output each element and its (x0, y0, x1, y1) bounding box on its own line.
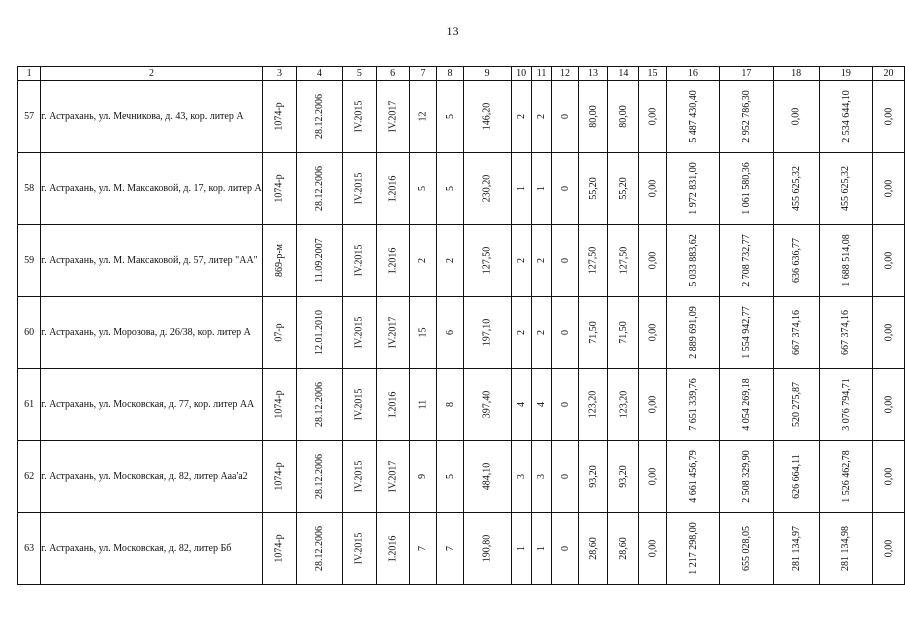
cell-value: 7 (444, 546, 456, 551)
cell-value: 127,50 (481, 246, 493, 275)
table-cell (342, 81, 376, 153)
cell-value: IV.2015 (353, 316, 365, 349)
table-cell (608, 297, 639, 369)
cell-value: 0 (559, 546, 571, 551)
column-header: 1 (18, 67, 41, 81)
cell-value: 1074-р (273, 102, 285, 131)
cell-value: 0,00 (790, 107, 802, 126)
table-cell (578, 513, 608, 585)
column-header: 20 (873, 67, 905, 81)
cell-value: 667 374,16 (840, 310, 852, 355)
cell-value: 1 972 831,00 (687, 162, 699, 215)
table-cell (666, 297, 720, 369)
cell-value: 484,10 (481, 462, 493, 491)
cell-value: 15 (417, 327, 429, 338)
cell-value: 80,00 (587, 105, 599, 128)
column-header: 15 (639, 67, 666, 81)
cell-value: 0 (559, 474, 571, 479)
table-cell (409, 441, 437, 513)
table-cell (463, 81, 511, 153)
cell-value: 0,00 (647, 467, 658, 486)
column-header: 3 (262, 67, 296, 81)
table-cell (511, 297, 531, 369)
cell-value: 07-р (273, 323, 285, 342)
cell-value: 1 217 298,00 (687, 522, 699, 575)
cell-value: 80,00 (617, 105, 629, 128)
table-cell (531, 153, 552, 225)
table-cell (437, 81, 463, 153)
table-cell (437, 369, 463, 441)
table-cell (666, 369, 720, 441)
cell-value: 0,00 (647, 539, 658, 558)
table-cell (409, 153, 437, 225)
table-row (18, 297, 905, 369)
table-cell (578, 225, 608, 297)
table-cell (578, 153, 608, 225)
cell-value: 455 625,32 (790, 166, 802, 211)
cell-value: 655 028,05 (740, 526, 752, 571)
cell-value: 7 (417, 546, 429, 551)
column-header: 4 (296, 67, 342, 81)
column-header: 9 (463, 67, 511, 81)
table-cell (511, 153, 531, 225)
column-header: 14 (608, 67, 639, 81)
cell-value: 0,00 (883, 251, 895, 270)
cell-value: 123,20 (587, 390, 599, 419)
table-cell (873, 513, 905, 585)
address-cell: г. Астрахань, ул. М. Максаковой, д. 17, кор. литер А (41, 153, 263, 225)
cell-value: 93,20 (617, 465, 629, 488)
table-cell (296, 225, 342, 297)
cell-value: 2 (444, 258, 456, 263)
table-cell (819, 81, 873, 153)
table-cell (578, 441, 608, 513)
cell-value: 1 (515, 186, 527, 191)
address-cell: г. Астрахань, ул. Московская, д. 82, литер Бб (41, 513, 263, 585)
cell-value: 4 (536, 402, 548, 407)
column-header: 7 (409, 67, 437, 81)
cell-value: 2 (515, 258, 527, 263)
table-cell (773, 81, 819, 153)
column-header: 18 (773, 67, 819, 81)
cell-value: 2 708 732,77 (740, 234, 752, 287)
table-cell (639, 441, 666, 513)
cell-value: 0,00 (647, 395, 658, 414)
cell-value: 3 (515, 474, 527, 479)
column-header: 6 (376, 67, 409, 81)
cell-value: 1 (536, 186, 548, 191)
table-cell (531, 513, 552, 585)
cell-value: 0,00 (883, 395, 895, 414)
row-number: 61 (18, 369, 41, 441)
cell-value: 28,60 (587, 537, 599, 560)
table-cell (639, 153, 666, 225)
cell-value: 0 (559, 330, 571, 335)
cell-value: 197,10 (481, 318, 493, 347)
cell-value: IV.2015 (353, 388, 365, 421)
table-cell (819, 297, 873, 369)
table-cell (773, 369, 819, 441)
table-cell (262, 441, 296, 513)
table-cell (873, 81, 905, 153)
table-row (18, 441, 905, 513)
cell-value: 1 554 942,77 (740, 306, 752, 359)
cell-value: 28.12.2006 (313, 94, 325, 139)
row-number: 59 (18, 225, 41, 297)
table-row (18, 225, 905, 297)
table-cell (531, 441, 552, 513)
cell-value: 1074-р (273, 390, 285, 419)
cell-value: 11.09.2007 (313, 238, 325, 283)
column-header: 17 (720, 67, 774, 81)
table-cell (463, 369, 511, 441)
table-cell (639, 81, 666, 153)
table-cell (552, 441, 578, 513)
cell-value: IV.2015 (353, 532, 365, 565)
cell-value: 4 054 269,18 (740, 378, 752, 431)
cell-value: 455 625,32 (840, 166, 852, 211)
row-number: 62 (18, 441, 41, 513)
cell-value: 3 (536, 474, 548, 479)
cell-value: IV.2015 (353, 244, 365, 277)
table-cell (552, 513, 578, 585)
table-cell (342, 297, 376, 369)
table-cell (376, 513, 409, 585)
header-row (18, 67, 905, 81)
cell-value: 520 275,87 (790, 382, 802, 427)
table-cell (873, 441, 905, 513)
cell-value: 12.01.2010 (313, 310, 325, 355)
table-row (18, 513, 905, 585)
table-cell (511, 369, 531, 441)
table-cell (773, 225, 819, 297)
table-row (18, 153, 905, 225)
cell-value: 146,20 (481, 102, 493, 131)
table-cell (608, 153, 639, 225)
table-cell (720, 369, 774, 441)
cell-value: 2 (536, 114, 548, 119)
cell-value: 0,00 (883, 539, 895, 558)
table-cell (666, 153, 720, 225)
table-cell (531, 369, 552, 441)
column-header: 19 (819, 67, 873, 81)
cell-value: 28.12.2006 (313, 166, 325, 211)
table-cell (639, 297, 666, 369)
table-cell (296, 81, 342, 153)
cell-value: 4 661 456,79 (687, 450, 699, 503)
table-cell (296, 513, 342, 585)
table-cell (376, 225, 409, 297)
cell-value: 93,20 (587, 465, 599, 488)
address-cell: г. Астрахань, ул. Морозова, д. 26/38, кор. литер А (41, 297, 263, 369)
row-number: 58 (18, 153, 41, 225)
table-cell (463, 225, 511, 297)
table-cell (262, 153, 296, 225)
cell-value: 5 033 883,62 (687, 234, 699, 287)
cell-value: 0,00 (647, 107, 658, 126)
page-number: 13 (446, 24, 459, 38)
cell-value: 230,20 (481, 174, 493, 203)
table-cell (873, 297, 905, 369)
column-header: 8 (437, 67, 463, 81)
cell-value: 626 664,11 (790, 454, 802, 499)
table-cell (463, 513, 511, 585)
table-cell (511, 225, 531, 297)
table-cell (437, 225, 463, 297)
table-cell (720, 81, 774, 153)
cell-value: 28.12.2006 (313, 526, 325, 571)
cell-value: I.2016 (387, 535, 399, 562)
cell-value: 4 (515, 402, 527, 407)
table-cell (511, 81, 531, 153)
table-cell (262, 81, 296, 153)
table-cell (342, 441, 376, 513)
cell-value: 8 (444, 402, 456, 407)
column-header: 12 (552, 67, 578, 81)
table-cell (262, 513, 296, 585)
table-cell (819, 441, 873, 513)
column-header: 5 (342, 67, 376, 81)
table-cell (463, 153, 511, 225)
cell-value: 5 (417, 186, 429, 191)
table-cell (262, 225, 296, 297)
table-cell (409, 225, 437, 297)
cell-value: 0,00 (883, 323, 895, 342)
cell-value: I.2016 (387, 391, 399, 418)
cell-value: IV.2017 (387, 100, 399, 133)
table-cell (463, 297, 511, 369)
cell-value: I.2016 (387, 247, 399, 274)
cell-value: 5 (444, 186, 456, 191)
table-cell (639, 513, 666, 585)
table-cell (578, 297, 608, 369)
table-cell (873, 369, 905, 441)
table-cell (666, 225, 720, 297)
row-number: 57 (18, 81, 41, 153)
cell-value: 5 (444, 474, 456, 479)
cell-value: 2 (536, 330, 548, 335)
table-cell (342, 225, 376, 297)
table-cell (666, 513, 720, 585)
cell-value: 2 534 644,10 (840, 90, 852, 143)
cell-value: 1 526 462,78 (840, 450, 852, 503)
cell-value: 2 (515, 114, 527, 119)
table-cell (437, 441, 463, 513)
cell-value: 2 (515, 330, 527, 335)
cell-value: 2 952 786,30 (740, 90, 752, 143)
cell-value: 1 688 514,08 (840, 234, 852, 287)
cell-value: 1 (536, 546, 548, 551)
table-cell (409, 513, 437, 585)
table-cell (296, 369, 342, 441)
cell-value: 5 (444, 114, 456, 119)
table-cell (296, 153, 342, 225)
table-cell (511, 441, 531, 513)
table-cell (552, 297, 578, 369)
cell-value: IV.2017 (387, 316, 399, 349)
data-table (17, 66, 905, 585)
table-cell (409, 297, 437, 369)
table-cell (578, 81, 608, 153)
table-cell (376, 81, 409, 153)
table-cell (773, 441, 819, 513)
cell-value: 55,20 (587, 177, 599, 200)
table-cell (819, 225, 873, 297)
column-header: 11 (531, 67, 552, 81)
cell-value: 0 (559, 258, 571, 263)
cell-value: 11 (417, 399, 429, 410)
cell-value: 0,00 (647, 179, 658, 198)
cell-value: IV.2017 (387, 460, 399, 493)
cell-value: 71,50 (617, 321, 629, 344)
table-cell (639, 225, 666, 297)
cell-value: 55,20 (617, 177, 629, 200)
cell-value: 28.12.2006 (313, 454, 325, 499)
cell-value: 636 636,77 (790, 238, 802, 283)
table-cell (819, 513, 873, 585)
address-cell: г. Астрахань, ул. Московская, д. 82, литер Ааа'а2 (41, 441, 263, 513)
cell-value: 2 (417, 258, 429, 263)
table-cell (376, 153, 409, 225)
row-number: 63 (18, 513, 41, 585)
cell-value: 397,40 (481, 390, 493, 419)
cell-value: 1074-р (273, 534, 285, 563)
cell-value: 0 (559, 114, 571, 119)
table-cell (773, 513, 819, 585)
table-cell (720, 225, 774, 297)
table-cell (608, 441, 639, 513)
table-cell (608, 81, 639, 153)
table-cell (511, 513, 531, 585)
table-cell (342, 153, 376, 225)
table-cell (608, 225, 639, 297)
table-cell (552, 369, 578, 441)
table-cell (552, 81, 578, 153)
table-cell (720, 297, 774, 369)
table-cell (608, 369, 639, 441)
cell-value: 6 (444, 330, 456, 335)
table-cell (819, 153, 873, 225)
table-cell (296, 441, 342, 513)
cell-value: 1 061 580,36 (740, 162, 752, 215)
cell-value: 28,60 (617, 537, 629, 560)
cell-value: 71,50 (587, 321, 599, 344)
table-cell (873, 153, 905, 225)
cell-value: IV.2015 (353, 172, 365, 205)
table-cell (376, 297, 409, 369)
cell-value: 127,50 (617, 246, 629, 275)
table-cell (437, 153, 463, 225)
table-row (18, 369, 905, 441)
table-cell (531, 225, 552, 297)
table-cell (296, 297, 342, 369)
cell-value: 2 (536, 258, 548, 263)
table-cell (720, 441, 774, 513)
cell-value: 0,00 (647, 251, 658, 270)
table-cell (409, 369, 437, 441)
cell-value: IV.2015 (353, 460, 365, 493)
table-cell (262, 369, 296, 441)
cell-value: 3 076 794,71 (840, 378, 852, 431)
cell-value: 127,50 (587, 246, 599, 275)
table-row (18, 81, 905, 153)
cell-value: 0,00 (647, 323, 658, 342)
table-cell (552, 225, 578, 297)
cell-value: IV.2015 (353, 100, 365, 133)
cell-value: 123,20 (617, 390, 629, 419)
table-cell (342, 369, 376, 441)
cell-value: 0 (559, 186, 571, 191)
cell-value: 2 508 329,90 (740, 450, 752, 503)
table-cell (873, 225, 905, 297)
cell-value: 0,00 (883, 179, 895, 198)
cell-value: 28.12.2006 (313, 382, 325, 427)
table-cell (666, 81, 720, 153)
row-number: 60 (18, 297, 41, 369)
table-cell (639, 369, 666, 441)
cell-value: 869-р-м (273, 244, 285, 277)
table-cell (437, 297, 463, 369)
cell-value: 281 134,98 (840, 526, 852, 571)
table-cell (578, 369, 608, 441)
table-cell (342, 513, 376, 585)
cell-value: I.2016 (387, 175, 399, 202)
table-cell (531, 81, 552, 153)
cell-value: 1074-р (273, 174, 285, 203)
table-cell (376, 441, 409, 513)
cell-value: 12 (417, 111, 429, 122)
table-cell (552, 153, 578, 225)
cell-value: 0 (559, 402, 571, 407)
table-cell (819, 369, 873, 441)
address-cell: г. Астрахань, ул. Московская, д. 77, кор. литер АА (41, 369, 263, 441)
table-cell (463, 441, 511, 513)
table-cell (376, 369, 409, 441)
table-cell (409, 81, 437, 153)
table-cell (666, 441, 720, 513)
table-cell (531, 297, 552, 369)
table-cell (437, 513, 463, 585)
cell-value: 5 487 430,40 (687, 90, 699, 143)
cell-value: 0,00 (883, 467, 895, 486)
cell-value: 281 134,97 (790, 526, 802, 571)
column-header: 13 (578, 67, 608, 81)
table-cell (773, 297, 819, 369)
cell-value: 7 651 339,76 (687, 378, 699, 431)
table-cell (773, 153, 819, 225)
column-header: 10 (511, 67, 531, 81)
address-cell: г. Астрахань, ул. М. Максаковой, д. 57, литер "АА" (41, 225, 263, 297)
address-cell: г. Астрахань, ул. Мечникова, д. 43, кор. литер А (41, 81, 263, 153)
cell-value: 2 889 691,09 (687, 306, 699, 359)
table-cell (262, 297, 296, 369)
table-cell (720, 153, 774, 225)
table-cell (720, 513, 774, 585)
cell-value: 1 (515, 546, 527, 551)
cell-value: 667 374,16 (790, 310, 802, 355)
table-cell (608, 513, 639, 585)
cell-value: 0,00 (883, 107, 895, 126)
column-header: 2 (41, 67, 263, 81)
cell-value: 9 (417, 474, 429, 479)
column-header: 16 (666, 67, 720, 81)
cell-value: 190,80 (481, 534, 493, 563)
cell-value: 1074-р (273, 462, 285, 491)
